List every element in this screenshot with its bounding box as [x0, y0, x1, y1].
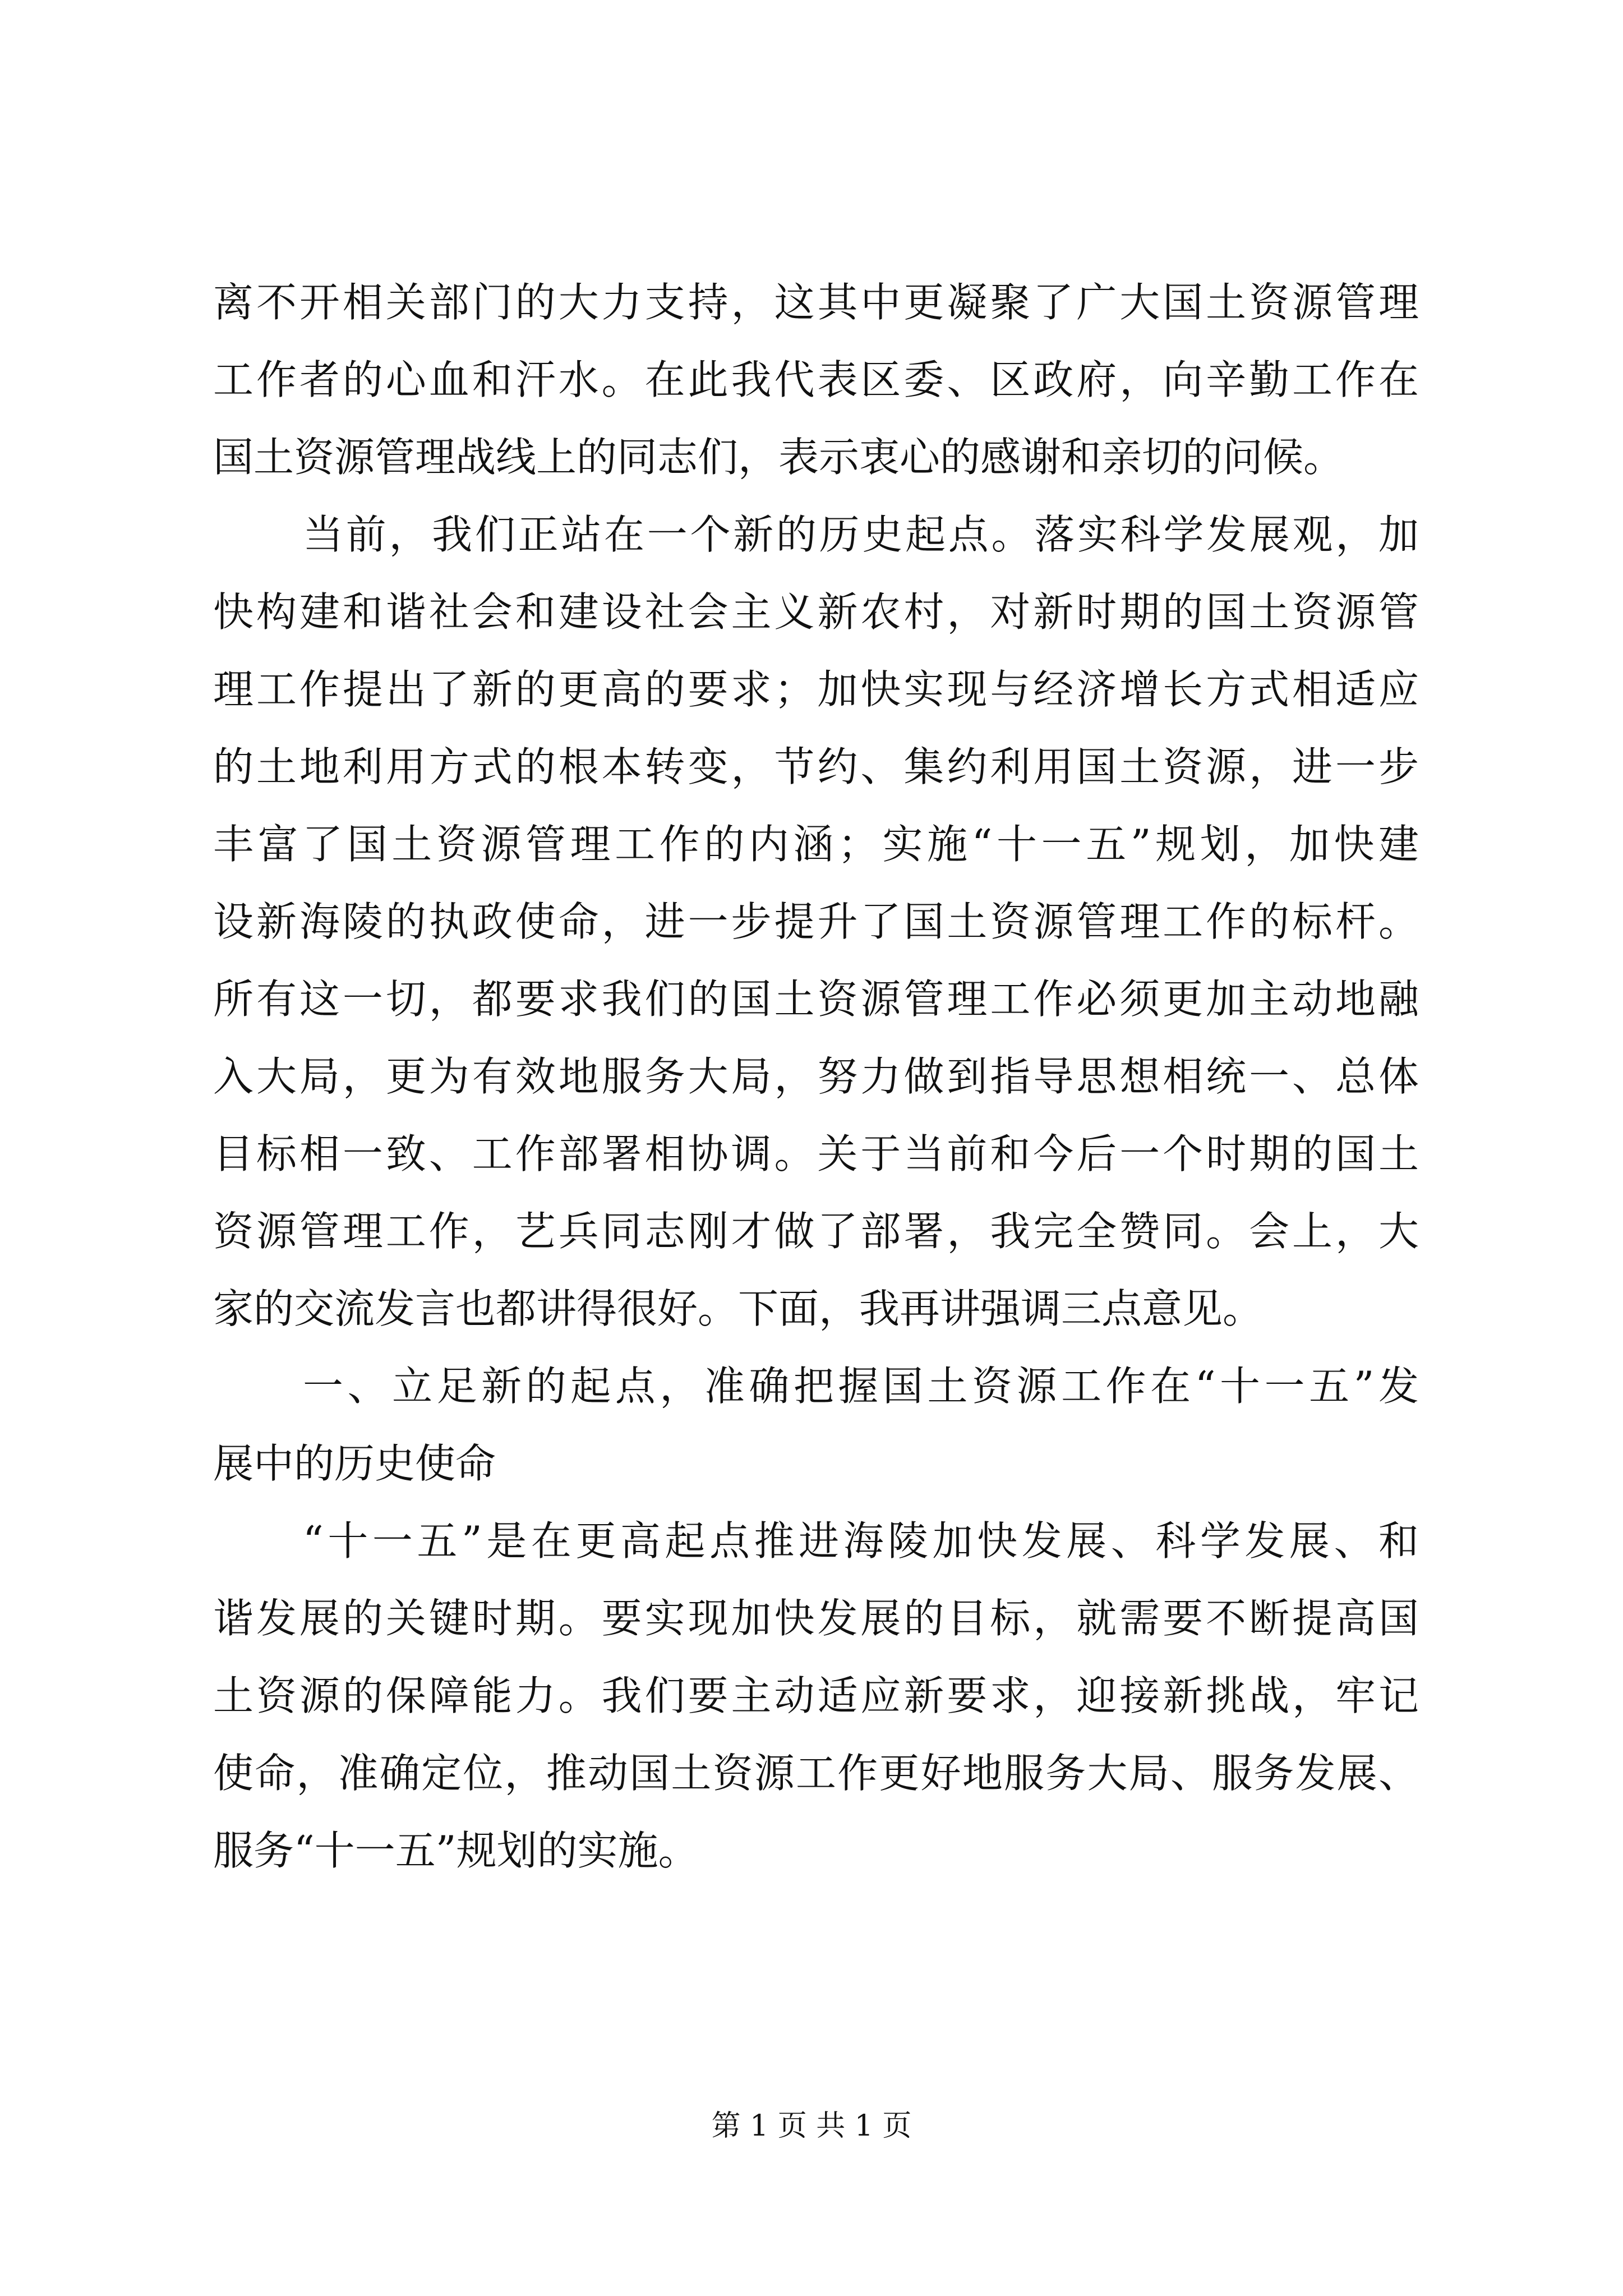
text-line-5: 快构建和谐社会和建设社会主义新农村，对新时期的国土资源管 [213, 588, 1419, 636]
text-line-7: 的土地利用方式的根本转变，节约、集约利用国土资源，进一步 [213, 743, 1419, 790]
text-line-12: 目标相一致、工作部署相协调。关于当前和今后一个时期的国土 [213, 1130, 1419, 1177]
page-number-footer: 第 1 页 共 1 页 [711, 2109, 912, 2143]
text-line-21: 服务“十一五”规划的实施。 [213, 1827, 699, 1874]
text-line-9: 设新海陵的执政使命，进一步提升了国土资源管理工作的标杆。 [213, 898, 1419, 945]
section-heading-line-2: 展中的历史使命 [213, 1440, 496, 1487]
text-line-17: “十一五”是在更高起点推进海陵加快发展、科学发展、和 [303, 1517, 1419, 1565]
text-line-13: 资源管理工作，艺兵同志刚才做了部署，我完全赞同。会上，大 [213, 1208, 1419, 1255]
text-line-3: 国土资源管理战线上的同志们，表示衷心的感谢和亲切的问候。 [213, 434, 1344, 481]
text-line-14: 家的交流发言也都讲得很好。下面，我再讲强调三点意见。 [213, 1285, 1264, 1332]
text-line-8: 丰富了国土资源管理工作的内涵；实施“十一五”规划，加快建 [213, 821, 1419, 868]
text-line-2: 工作者的心血和汗水。在此我代表区委、区政府，向辛勤工作在 [213, 356, 1419, 403]
text-line-10: 所有这一切，都要求我们的国土资源管理工作必须更加主动地融 [213, 976, 1419, 1023]
text-line-1: 离不开相关部门的大力支持，这其中更凝聚了广大国土资源管理 [213, 279, 1419, 326]
document-body [213, 264, 1419, 1889]
text-line-4: 当前，我们正站在一个新的历史起点。落实科学发展观，加 [303, 511, 1419, 558]
section-heading-line-1: 一、立足新的起点，准确把握国土资源工作在“十一五”发 [303, 1363, 1419, 1410]
text-line-11: 入大局，更为有效地服务大局，努力做到指导思想相统一、总体 [213, 1053, 1419, 1100]
text-line-6: 理工作提出了新的更高的要求；加快实现与经济增长方式相适应 [213, 666, 1419, 713]
text-line-20: 使命，准确定位，推动国土资源工作更好地服务大局、服务发展、 [213, 1750, 1419, 1797]
text-line-18: 谐发展的关键时期。要实现加快发展的目标，就需要不断提高国 [213, 1595, 1419, 1642]
text-line-19: 土资源的保障能力。我们要主动适应新要求，迎接新挑战，牢记 [213, 1672, 1419, 1719]
